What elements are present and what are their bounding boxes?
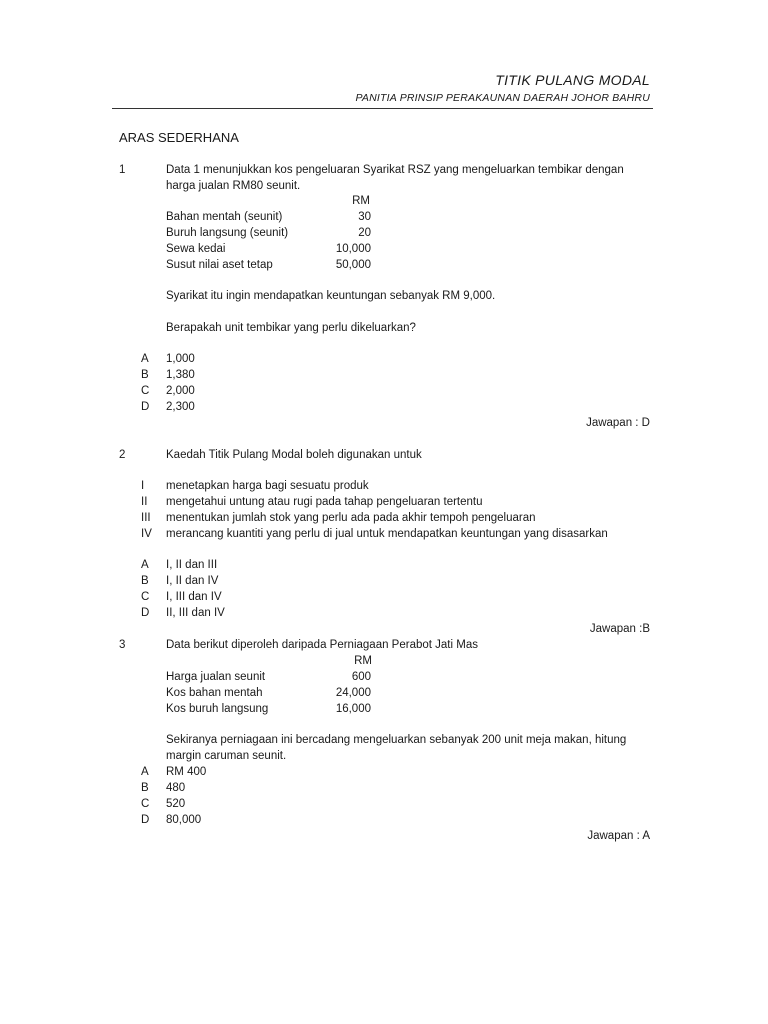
question-number: 3 bbox=[119, 639, 126, 651]
table-row-value: 50,000 bbox=[335, 259, 371, 271]
option-text: 80,000 bbox=[166, 814, 202, 826]
table-row-label: Sewa kedai bbox=[166, 243, 226, 255]
option-letter: A bbox=[141, 766, 149, 778]
option-letter: B bbox=[141, 782, 149, 794]
option-letter: A bbox=[141, 353, 149, 365]
question-prompt: margin caruman seunit. bbox=[166, 750, 287, 762]
section-title: ARAS SEDERHANA bbox=[119, 130, 239, 145]
statement-text: mengetahui untung atau rugi pada tahap pengeluaran tertentu bbox=[166, 496, 483, 508]
table-row-value: 20 bbox=[358, 227, 371, 239]
document-subtitle: PANITIA PRINSIP PERAKAUNAN DAERAH JOHOR BAHRU bbox=[355, 92, 650, 104]
table-row-label: Susut nilai aset tetap bbox=[166, 259, 273, 271]
answer-key: Jawapan : D bbox=[586, 417, 650, 429]
table-row-label: Buruh langsung (seunit) bbox=[166, 227, 289, 239]
answer-key: Jawapan : A bbox=[587, 830, 650, 842]
option-letter: B bbox=[141, 575, 149, 587]
question-stem-line: Data 1 menunjukkan kos pengeluaran Syarikat RSZ yang mengeluarkan tembikar dengan bbox=[166, 164, 624, 176]
option-text: I, II dan III bbox=[166, 559, 218, 571]
answer-key: Jawapan :B bbox=[589, 623, 650, 635]
option-letter: C bbox=[141, 798, 150, 810]
option-text: I, II dan IV bbox=[166, 575, 219, 587]
table-row-label: Harga jualan seunit bbox=[166, 671, 266, 683]
option-text: RM 400 bbox=[166, 766, 207, 778]
table-header-rm: RM bbox=[352, 195, 370, 207]
option-letter: A bbox=[141, 559, 149, 571]
option-letter: D bbox=[141, 607, 150, 619]
question-stem-line: Kaedah Titik Pulang Modal boleh digunakan untuk bbox=[166, 449, 422, 461]
statement-roman: III bbox=[141, 512, 151, 524]
table-header-rm: RM bbox=[354, 655, 372, 667]
option-text: 1,000 bbox=[166, 353, 195, 365]
table-row-label: Kos bahan mentah bbox=[166, 687, 263, 699]
option-letter: D bbox=[141, 814, 150, 826]
option-text: 1,380 bbox=[166, 369, 195, 381]
question-prompt: Sekiranya perniagaan ini bercadang mengeluarkan sebanyak 200 unit meja makan, hitung bbox=[166, 734, 627, 746]
table-row-label: Bahan mentah (seunit) bbox=[166, 211, 283, 223]
statement-roman: II bbox=[141, 496, 148, 508]
option-text: 520 bbox=[166, 798, 186, 810]
question-number: 1 bbox=[119, 164, 126, 176]
statement-roman: I bbox=[141, 480, 145, 492]
question-prompt: Berapakah unit tembikar yang perlu dikeluarkan? bbox=[166, 322, 416, 334]
option-letter: D bbox=[141, 401, 150, 413]
table-row-value: 30 bbox=[358, 211, 371, 223]
question-paragraph: Syarikat itu ingin mendapatkan keuntungan sebanyak RM 9,000. bbox=[166, 290, 496, 302]
header-divider bbox=[112, 108, 653, 109]
statement-text: menentukan jumlah stok yang perlu ada pada akhir tempoh pengeluaran bbox=[166, 512, 536, 524]
table-row-value: 24,000 bbox=[335, 687, 371, 699]
statement-roman: IV bbox=[141, 528, 152, 540]
option-text: 2,000 bbox=[166, 385, 195, 397]
table-row-value: 10,000 bbox=[335, 243, 371, 255]
question-stem-line: harga jualan RM80 seunit. bbox=[166, 180, 301, 192]
statement-text: menetapkan harga bagi sesuatu produk bbox=[166, 480, 369, 492]
table-row-value: 600 bbox=[351, 671, 371, 683]
question-number: 2 bbox=[119, 449, 126, 461]
option-text: 480 bbox=[166, 782, 186, 794]
option-letter: C bbox=[141, 385, 150, 397]
option-text: I, III dan IV bbox=[166, 591, 222, 603]
table-row-value: 16,000 bbox=[335, 703, 371, 715]
table-row-label: Kos buruh langsung bbox=[166, 703, 269, 715]
statement-text: merancang kuantiti yang perlu di jual untuk mendapatkan keuntungan yang disasarkan bbox=[166, 528, 608, 540]
option-letter: B bbox=[141, 369, 149, 381]
option-text: 2,300 bbox=[166, 401, 195, 413]
document-title: TITIK PULANG MODAL bbox=[495, 72, 650, 88]
option-letter: C bbox=[141, 591, 150, 603]
question-stem-line: Data berikut diperoleh daripada Perniagaan Perabot Jati Mas bbox=[166, 639, 478, 651]
option-text: II, III dan IV bbox=[166, 607, 225, 619]
